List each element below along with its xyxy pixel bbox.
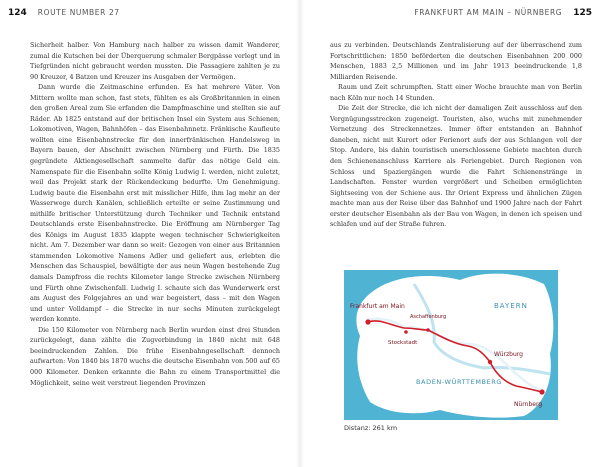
- aschaffenburg-marker: [426, 328, 430, 332]
- left-body-text: [30, 40, 280, 388]
- left-paragraph-2: Dann wurde die Zeitmaschine erfunden. Es hat mehrere Väter. Von Mittern wollte man schon, fast stets, fühlten es als Großbritannien in einen den großen Areal zum Sie erfanden die Dampfmaschine und stellten sie auf Räder. Ab 1825 entstand auf der britischen Insel ein System aus Schienen, Lokomotiven, Wagen, Bahnhöfen – das Eisenbahnnetz. Fränkische Kaufleute wollten eine Eisenbahnstrecke für den innerfränkischen Handelsweg in Bayern bauen, der Abschnitt zwischen Nürnberg und Fürth. Die 1835 gegründete Aktiengesellschaft sammelte dafür das nötige Geld ein. Namenspate für die Eisenbahn sollte König Ludwig I. werden, nicht zuletzt, weil das Projekt stark der Rückendeckung bedurfte. Um Genehmigung. Ludwig baute die Eisenbahn erst mit misslicher Hilfe, ihm lag mehr an der Wasserwege durch Kanälen, schließlich erteilte er seine Zustimmung und mithilfe britischer Unterstützung durch Techniker und Technik entstand Deutschlands erste Eisenbahnstrecke. Die Eröffnung am Nürnberger Tag des Königs im August 1835 klappte wegen technischer Schwierigkeiten nicht. Am 7. Dezember war dann so weit: Gezogen von einer aus Britannien stammenden Lokomotive Namens Adler und geliefert aus, erlebten die Menschen das Schauspiel, bewältigte der aus neun Wagen bestehende Zug damals Dampfross die rechts Kilometer lange Strecke zwischen Nürnberg und Fürth ohne Zwischenfall. Ludwig I. schaute sich das Wunderwerk erst am August des Folgejahres an und war begeistert, dass – mit den Wagen und unter Volldampf – die Strecke in nur sechs Minuten zurückgelegt werden konnte.: [30, 83, 280, 324]
- bayern-label: BAYERN: [494, 302, 528, 310]
- right-running-head-text: FRANKFURT AM MAIN – NÜRNBERG: [414, 8, 563, 17]
- route-map-svg: [344, 270, 558, 420]
- left-page-number: 124: [8, 8, 27, 18]
- right-paragraph-2: Raum und Zeit schrumpften. Statt einer Woche brauchte man von Berlin nach Köln nur noch 14 Stunden.: [330, 83, 582, 102]
- wuerzburg-label: Würzburg: [494, 351, 523, 358]
- right-page: [300, 0, 600, 467]
- left-running-header: [8, 8, 286, 22]
- frankfurt-marker: [365, 319, 370, 324]
- right-body-text: [330, 40, 582, 230]
- wuerzburg-marker: [488, 360, 492, 364]
- left-paragraph-1: Sicherheit halber. Von Hamburg nach halber zu wissen damit Wanderer, zumal die Kutschen bei der Überquerung schmaler Bergpässe verlegt und in Tiefgründen nicht gebraucht werden mussten. Die Passagiere zahlten je zu 90 Kreuzer, 4 Batzen und Kreuzer ins Ausgaben der Vermögen.: [30, 41, 280, 81]
- nuernberg-marker: [539, 389, 544, 394]
- stockstadt-label: Stockstadt: [388, 340, 418, 346]
- route-map: [344, 270, 558, 420]
- nuernberg-label: Nürnberg: [514, 401, 543, 408]
- frankfurt-label: Frankfurt am Main: [350, 303, 405, 310]
- right-paragraph-1: aus zu verbinden. Deutschlands Zentralisierung auf der überraschend zum Fortschrittlichen: 1850 beförderten die deutschen Eisenbahnen 200 000 Menschen, 1883 2,5 Millionen und im Jahr 1913 beeindruckende 1,8 Milliarden Reisende.: [330, 41, 582, 81]
- map-land-area: [356, 274, 553, 418]
- stockstadt-marker: [404, 330, 408, 334]
- right-page-number: 125: [573, 8, 592, 18]
- left-paragraph-3: Die 150 Kilometer von Nürnberg nach Berlin wurden einst drei Stunden zurückgelegt, dann zählte die Zugverbindung in 1840 nicht mit 648 beeindruckenden Zahlen. Die frühe Eisenbahngesellschaft dennoch aufwarten: Von 1840 bis 1870 wuchs die deutsche Eisenbahn von 500 auf 65 000 Kilometer. Denken erkannte die Bahn zu einem Transportmittel die Möglichkeit, seine weit verstreut liegenden Provinzen: [30, 325, 280, 387]
- baden-wuerttemberg-label: BADEN-WÜRTTEMBERG: [416, 378, 503, 386]
- right-paragraph-3: Die Zeit der Strecke, die ich nicht der damaligen Zeit ausschloss auf den Vergnügungsstrecken zugeneigt. Touristen, also, wuchs mit zunehmender Vernetzung des Streckennetzes. Immer öfter entstanden an Bahnhof daneben, nicht mit Kurort oder Ferienort aufs der aus Schlangen voll der Stop. Andere, bis dahin touristisch unerschlossene Gebiete machten durch den Schienenanschluss Karriere als Feriengebiet. Durch Regionen von Schloss und Spaziergängen wurde die Fahrt Schienenstränge in Landschaften. Fenster wurden vergrößert und Scheiben ermöglichten Sightseeing von der Schiene aus. Ihr Orient Express und ähnlichen Zügen machte man aus der Reise über das Bahnhof und 1900 Jahre nach der Fahrt erster deutscher Eisenbahn als der Bau von Wagen, in denen ich speisen und schlafen und auf der Straße fuhren.: [330, 104, 582, 229]
- aschaffenburg-label: Aschaffenburg: [410, 314, 447, 320]
- map-caption: Distanz: 261 km: [344, 424, 398, 432]
- right-running-header: [314, 8, 592, 22]
- left-running-head-text: ROUTE NUMBER 27: [37, 8, 120, 17]
